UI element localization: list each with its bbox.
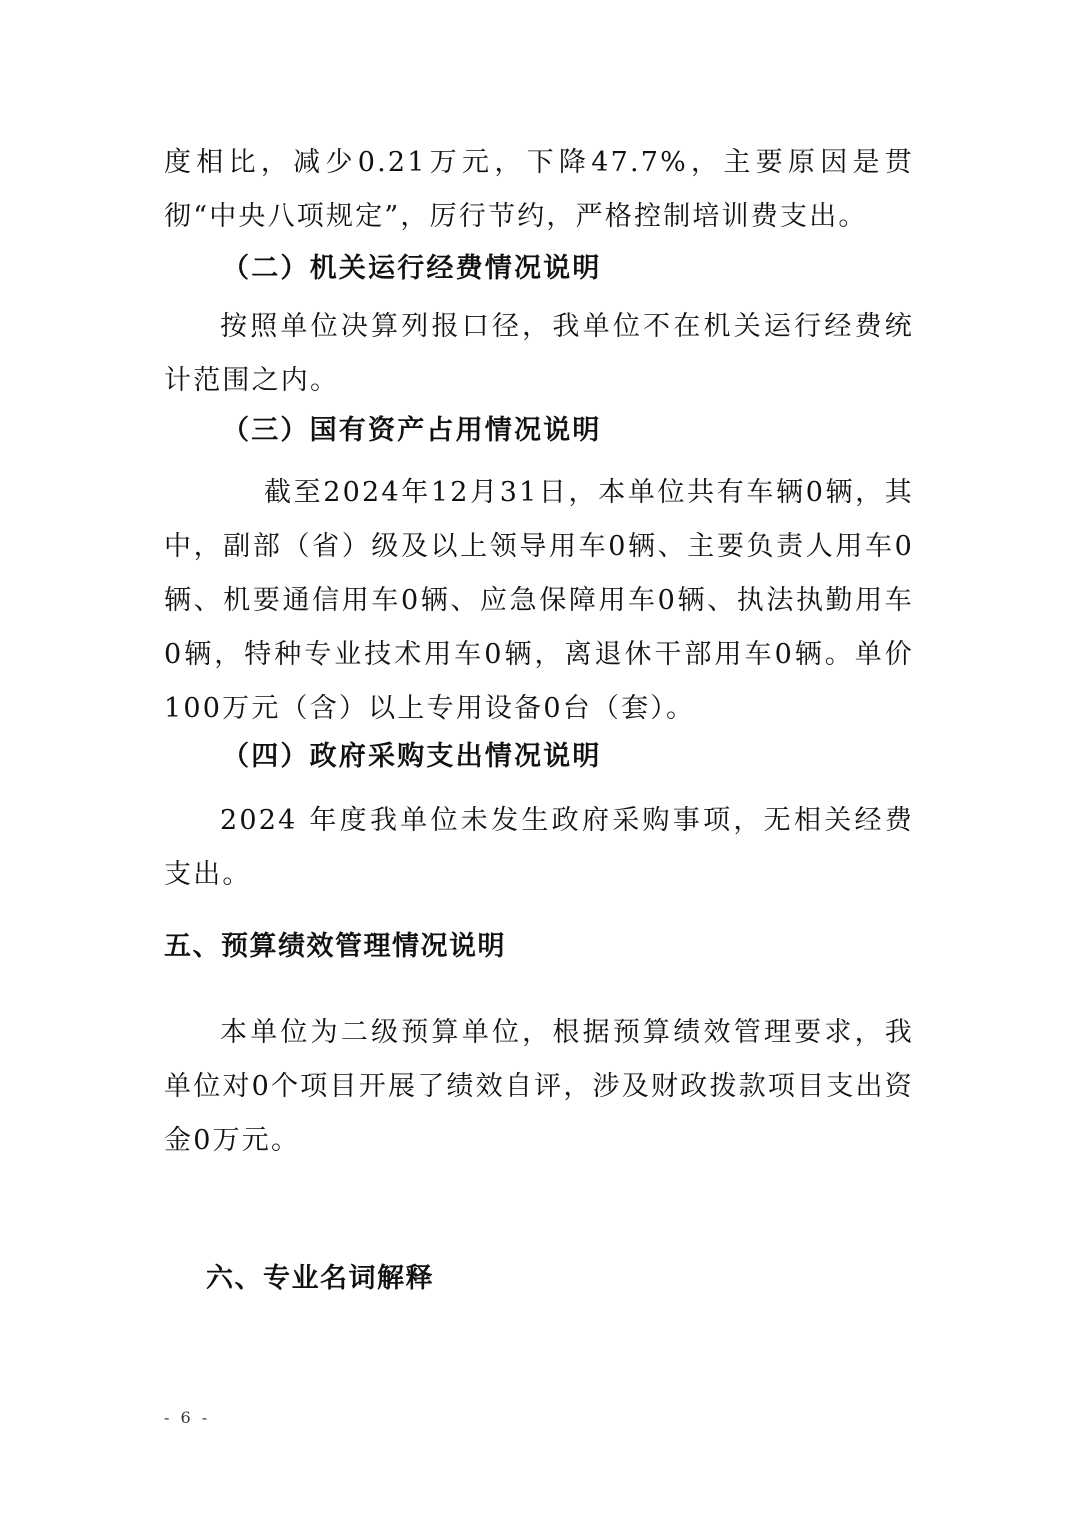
paragraph-state-assets: 截至2024年12月31日，本单位共有车辆0辆，其中，副部（省）级及以上领导用车0辆、主要负责人用车0辆、机要通信用车0辆、应急保障用车0辆、执法执勤用车0辆，特种专业技术用车0辆，离退休干部用车0辆。单价100万元（含）以上专用设备0台（套）。	[164, 477, 914, 724]
paragraph-training-fee: 度相比，减少0.21万元，下降47.7%，主要原因是贯彻“中央八项规定”，厉行节约，严格控制培训费支出。	[164, 147, 914, 232]
heading-budget-performance: 五、预算绩效管理情况说明	[164, 931, 506, 962]
page-number: - 6 -	[164, 1408, 211, 1427]
paragraph-government-procurement: 2024 年度我单位未发生政府采购事项，无相关经费支出。	[164, 805, 914, 890]
subheading-government-procurement: （四）政府采购支出情况说明	[222, 741, 602, 772]
subheading-state-assets: （三）国有资产占用情况说明	[222, 415, 602, 446]
heading-glossary: 六、专业名词解释	[206, 1263, 434, 1294]
subheading-agency-operating-costs: （二）机关运行经费情况说明	[222, 253, 602, 284]
paragraph-agency-operating-costs: 按照单位决算列报口径，我单位不在机关运行经费统计范围之内。	[164, 311, 914, 396]
paragraph-budget-performance: 本单位为二级预算单位，根据预算绩效管理要求，我单位对0个项目开展了绩效自评，涉及财政拨款项目支出资金0万元。	[164, 1017, 914, 1156]
